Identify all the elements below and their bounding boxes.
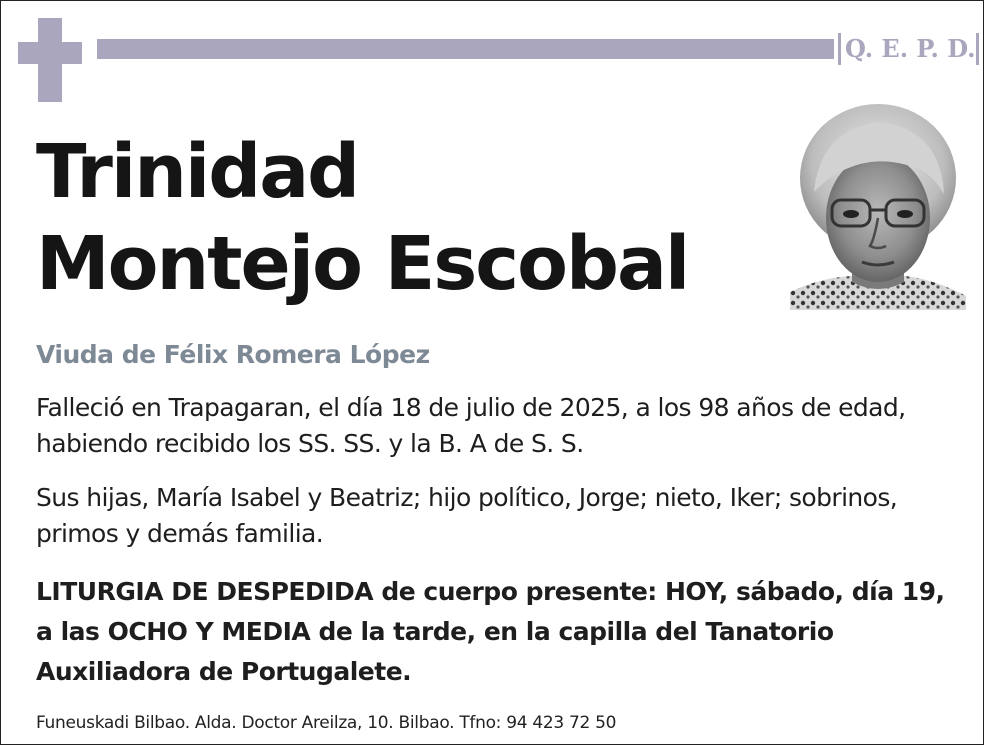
family-paragraph: Sus hijas, María Isabel y Beatriz; hijo político, Jorge; nieto, Iker; sobrinos, primos y demás familia. xyxy=(36,483,898,548)
qepd-label: Q. E. P. D. xyxy=(838,33,979,65)
deceased-portrait xyxy=(790,100,966,310)
deceased-first-name: Trinidad xyxy=(36,129,359,215)
death-notice-paragraph: Falleció en Trapagaran, el día 18 de julio de 2025, a los 98 años de edad, habiendo recibido los SS. SS. y la B. A de S. S. xyxy=(36,393,906,458)
deceased-surnames: Montejo Escobal xyxy=(36,221,689,307)
widow-of-line: Viuda de Félix Romera López xyxy=(36,340,430,369)
header-rule xyxy=(97,39,834,59)
funeral-home-footer: Funeuskadi Bilbao. Alda. Doctor Areilza, 10. Bilbao. Tfno: 94 423 72 50 xyxy=(36,713,617,733)
ceremony-paragraph: LITURGIA DE DESPEDIDA de cuerpo presente: HOY, sábado, día 19, a las OCHO Y MEDIA de la tarde, en la capilla del Tanatorio Auxiliadora de Portugalete. xyxy=(36,577,945,686)
